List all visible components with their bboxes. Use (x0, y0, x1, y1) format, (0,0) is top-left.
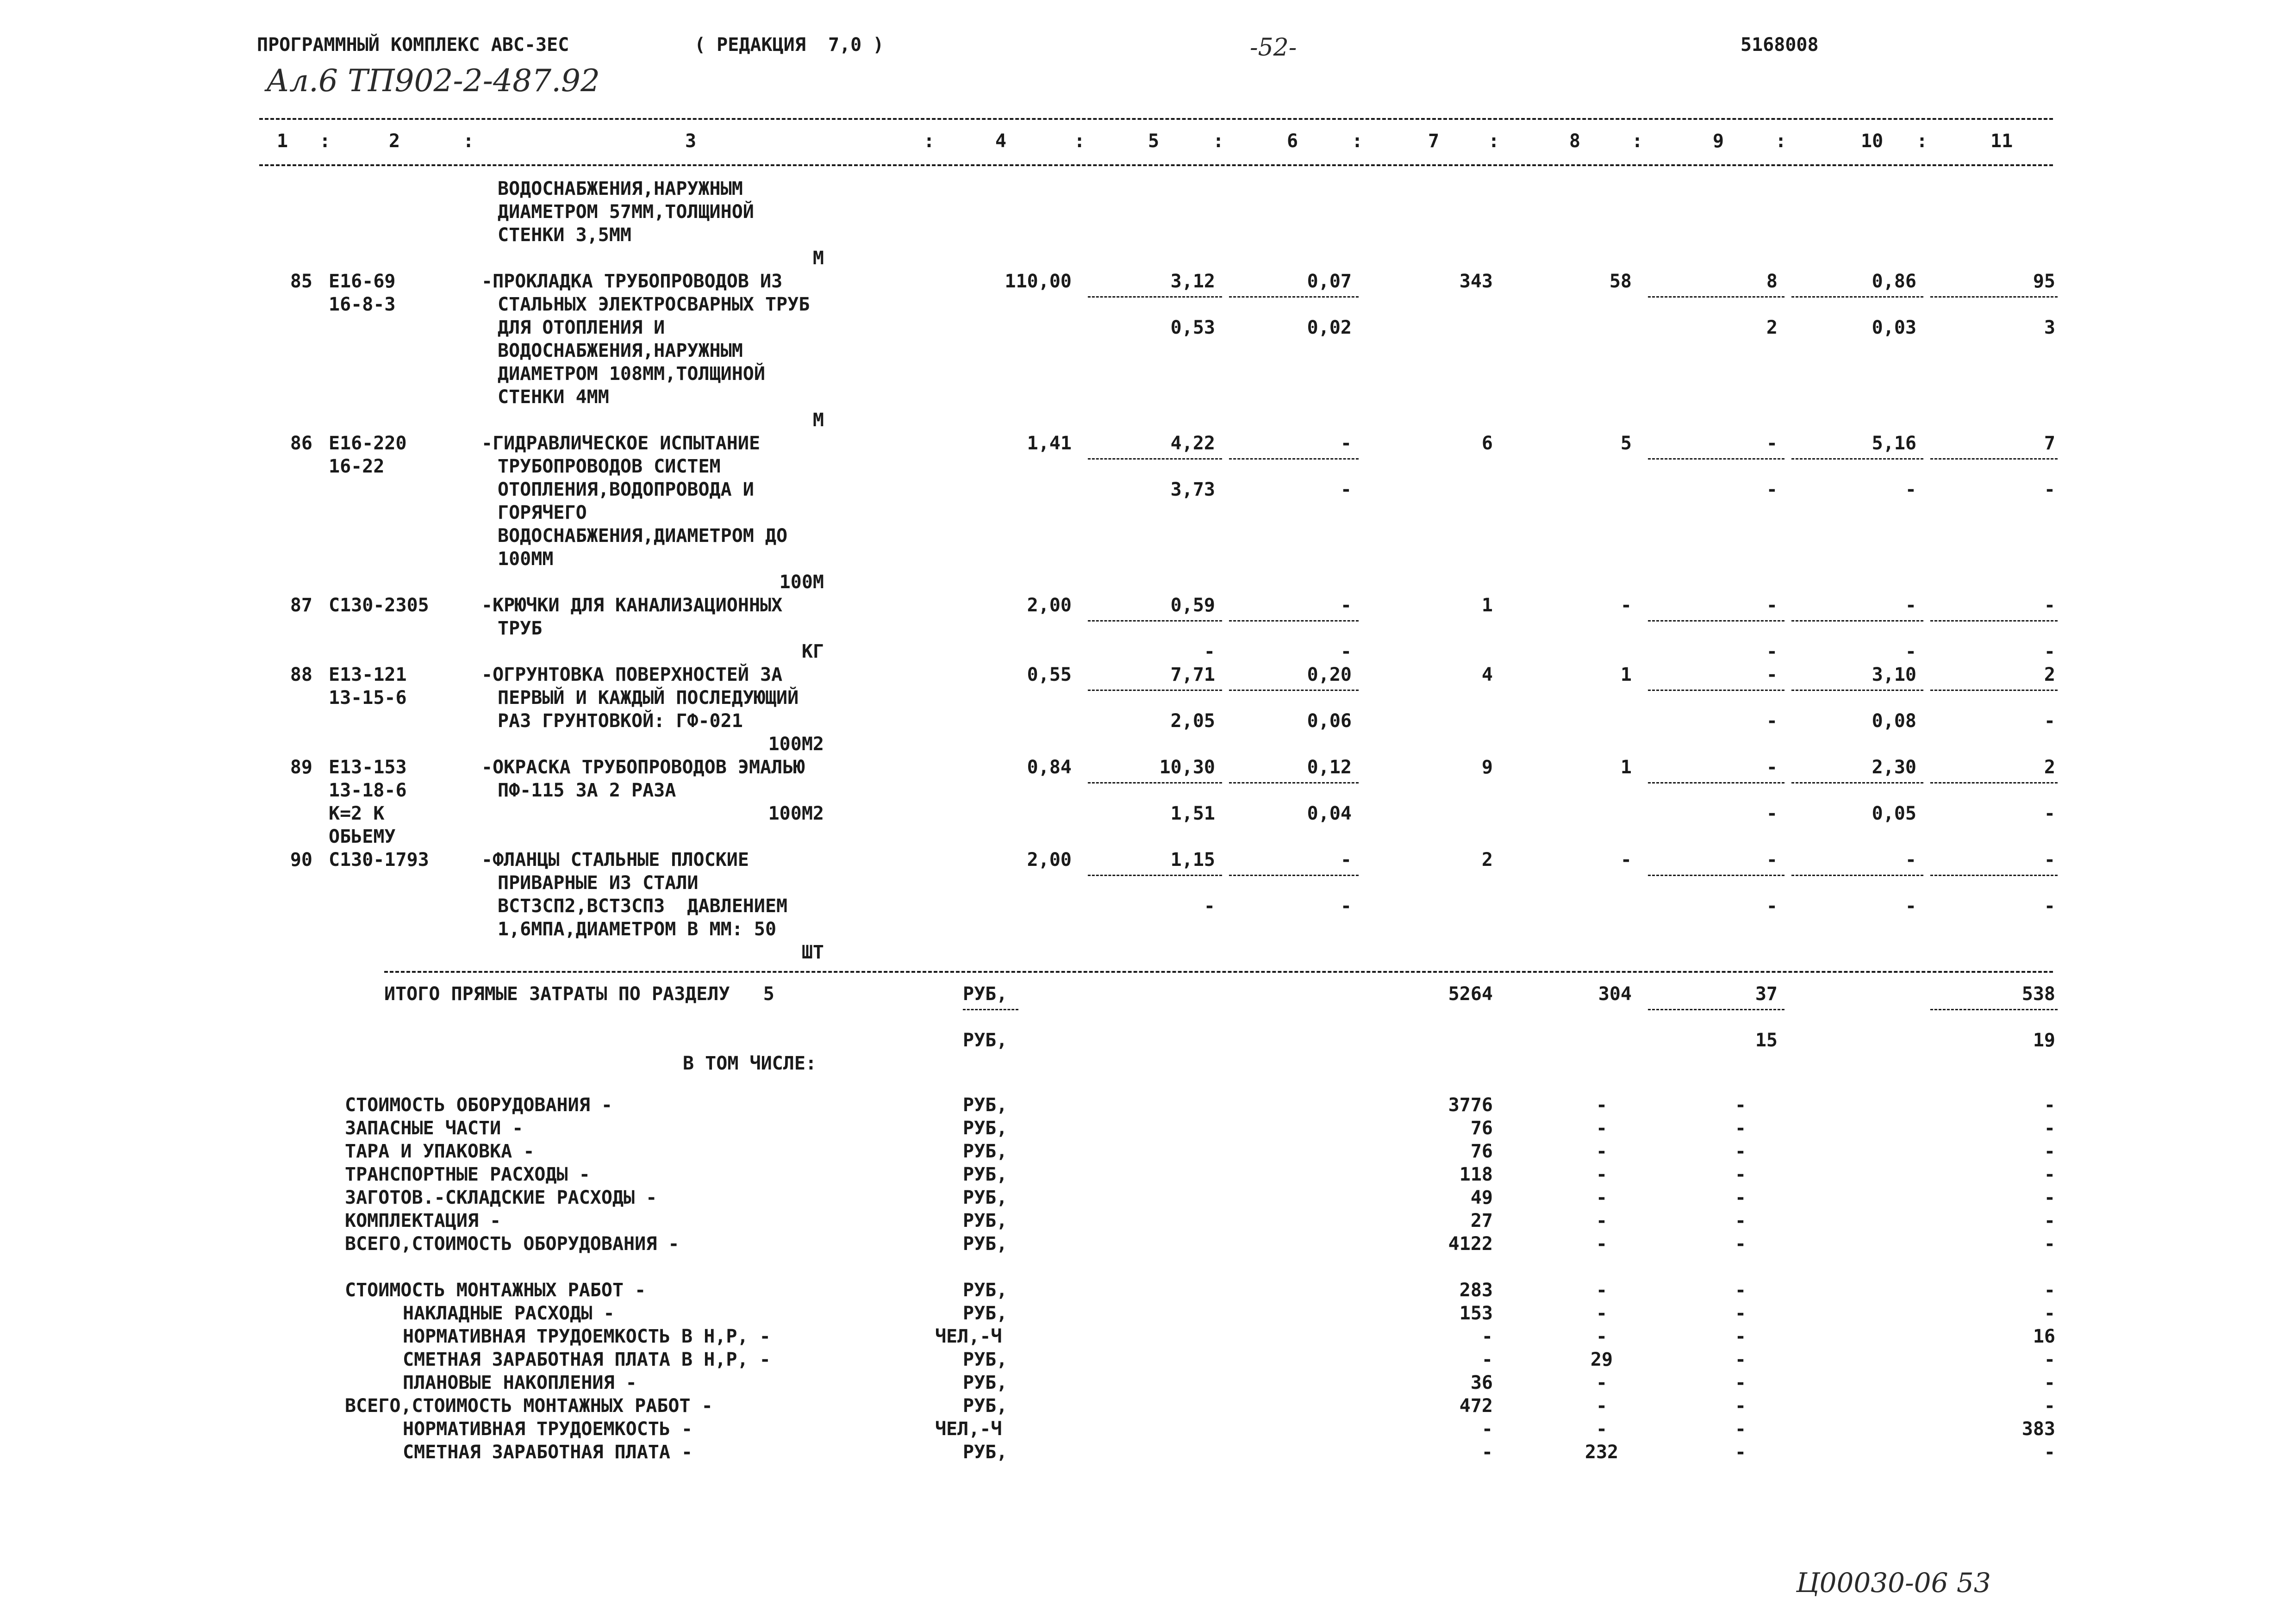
equipment-line-c9: - (1734, 1187, 1747, 1208)
page-number: -52- (1250, 34, 1297, 62)
quantity-value: 2,00 (1027, 595, 1072, 616)
handwritten-reference: Ал.6 ТП902-2-487.92 (266, 63, 600, 99)
equipment-line-label: КОМПЛЕКТАЦИЯ - (345, 1210, 501, 1231)
unit-cost-machine-salary: 0,02 (1307, 317, 1352, 338)
equipment-line-c11: - (2044, 1210, 2055, 1231)
cell-divider-rule (1088, 690, 1222, 691)
equipment-line-value: 118 (1459, 1164, 1493, 1185)
item-number: 86 (290, 433, 312, 454)
unit-cost-machine-salary: 0,06 (1307, 710, 1352, 732)
item-number: 89 (290, 757, 312, 778)
equipment-line-c8: - (1596, 1233, 1608, 1255)
machines-salary: - (1766, 895, 1778, 917)
equipment-line-unit: РУБ, (963, 1233, 1008, 1255)
item-code: Е16-220 (329, 433, 407, 454)
labor-unit: - (1905, 595, 1916, 616)
equipment-line-label: ЗАГОТОВ.-СКЛАДСКИЕ РАСХОДЫ - (345, 1187, 657, 1208)
labor-total: - (2044, 595, 2055, 616)
unit-cost-machines: 0,07 (1307, 271, 1352, 292)
cell-divider-rule (1648, 458, 1784, 460)
total-cost: 4 (1481, 664, 1493, 685)
unit-cost-salary: 3,73 (1170, 479, 1215, 500)
cell-divider-rule (1648, 782, 1784, 784)
cell-divider-rule (1229, 875, 1359, 876)
equipment-line-unit: РУБ, (963, 1094, 1008, 1116)
unit-cost-total: 10,30 (1159, 757, 1215, 778)
column-header-4: 4 (995, 131, 1007, 152)
labor-total-machines: - (2044, 895, 2055, 917)
cell-divider-rule (1791, 782, 1923, 784)
unit-cost-total: 4,22 (1170, 433, 1215, 454)
item-number: 88 (290, 664, 312, 685)
cell-divider-rule (1229, 782, 1359, 784)
cell-divider-rule (1791, 620, 1923, 622)
item-description-line: ВСТ3СП2,ВСТ3СП3 ДАВЛЕНИЕМ (498, 895, 788, 917)
unit-label: ШТ (801, 942, 824, 963)
machines-salary: - (1766, 710, 1778, 732)
quantity-value: 1,41 (1027, 433, 1072, 454)
equipment-line-unit: РУБ, (963, 1141, 1008, 1162)
equipment-line-label: ЗАПАСНЫЕ ЧАСТИ - (345, 1118, 524, 1139)
column-header-9: 9 (1713, 131, 1724, 152)
equipment-line-c9: - (1734, 1141, 1747, 1162)
item-description-line: ПРИВАРНЫЕ ИЗ СТАЛИ (498, 872, 699, 894)
labor-total: 95 (2033, 271, 2055, 292)
total-cost: 343 (1459, 271, 1493, 292)
installation-line-label: НОРМАТИВНАЯ ТРУДОЕМКОСТЬ В Н,Р, - (403, 1326, 771, 1347)
item-description-line: -ФЛАНЦЫ СТАЛЬНЫЕ ПЛОСКИЕ (481, 849, 749, 871)
unit-label: КГ (801, 641, 824, 662)
cell-divider-rule (1648, 620, 1784, 622)
installation-line-label: СМЕТНАЯ ЗАРАБОТНАЯ ПЛАТА - (403, 1442, 693, 1463)
equipment-line-value: 4122 (1448, 1233, 1493, 1255)
equipment-line-c11: - (2044, 1094, 2055, 1116)
unit-cost-total: 1,15 (1170, 849, 1215, 871)
item-code: С130-2305 (329, 595, 429, 616)
column-separator: : (1632, 131, 1643, 152)
equipment-line-c9: - (1734, 1233, 1747, 1255)
item-description-line: 1,6МПА,ДИАМЕТРОМ В ММ: 50 (498, 919, 777, 940)
labor-unit: 3,10 (1872, 664, 1916, 685)
labor-total: - (2044, 849, 2055, 871)
salary-cost: 58 (1609, 271, 1632, 292)
labor-total-machines: 3 (2044, 317, 2055, 338)
unit-cost-machine-salary: - (1340, 479, 1352, 500)
installation-line-c9: - (1734, 1349, 1747, 1370)
salary-cost: 1 (1620, 757, 1632, 778)
item-description-line: ТРУБ (498, 618, 543, 639)
equipment-line-label: ТАРА И УПАКОВКА - (345, 1141, 535, 1162)
cell-divider-rule (1930, 296, 2058, 298)
description-line: ДИАМЕТРОМ 57ММ,ТОЛЩИНОЙ (498, 201, 754, 223)
unit-cost-salary: - (1204, 641, 1215, 662)
installation-line-unit: РУБ, (963, 1442, 1008, 1463)
description-line: ВОДОСНАБЖЕНИЯ,НАРУЖНЫМ (498, 178, 743, 199)
header-rule-top (259, 118, 2053, 120)
cell-divider-rule (1088, 296, 1222, 298)
cell-divider-rule (1648, 875, 1784, 876)
total-cost: 9 (1481, 757, 1493, 778)
installation-line-unit: ЧЕЛ,-Ч (935, 1418, 1002, 1440)
machines-cost: - (1766, 757, 1778, 778)
labor-unit: 0,86 (1872, 271, 1916, 292)
installation-line-c8: 29 (1590, 1349, 1613, 1370)
machines-cost: - (1766, 595, 1778, 616)
unit-cost-machines: - (1340, 433, 1352, 454)
item-description-line: -ОКРАСКА ТРУБОПРОВОДОВ ЭМАЛЬЮ (481, 757, 805, 778)
labor-total-machines: - (2044, 803, 2055, 824)
summary-salary: 304 (1598, 983, 1632, 1005)
installation-line-label: ВСЕГО,СТОИМОСТЬ МОНТАЖНЫХ РАБОТ - (345, 1395, 713, 1417)
unit-cost-salary: 1,51 (1170, 803, 1215, 824)
column-header-1: 1 (277, 131, 288, 152)
salary-cost: 1 (1620, 664, 1632, 685)
cell-divider-rule (1088, 782, 1222, 784)
installation-line-c9: - (1734, 1326, 1747, 1347)
description-line: СТЕНКИ 3,5ММ (498, 224, 631, 246)
unit-cost-total: 0,59 (1170, 595, 1215, 616)
column-separator: : (1213, 131, 1224, 152)
item-code: Е16-69 (329, 271, 396, 292)
item-description-line: ПФ-115 ЗА 2 РАЗА (498, 780, 676, 801)
column-separator: : (1352, 131, 1363, 152)
item-code: ОБЬЕМУ (329, 826, 396, 847)
summary-machines: 37 (1755, 983, 1778, 1005)
column-header-10: 10 (1861, 131, 1884, 152)
installation-line-c11: - (2044, 1349, 2055, 1370)
item-description-line: ДЛЯ ОТОПЛЕНИЯ И (498, 317, 665, 338)
unit-cost-salary: 2,05 (1170, 710, 1215, 732)
installation-line-c11: - (2044, 1280, 2055, 1301)
labor-unit-machines: 0,08 (1872, 710, 1916, 732)
installation-line-unit: ЧЕЛ,-Ч (935, 1326, 1002, 1347)
column-header-2: 2 (389, 131, 400, 152)
unit-cost-machines: - (1340, 595, 1352, 616)
installation-line-label: НОРМАТИВНАЯ ТРУДОЕМКОСТЬ - (403, 1418, 693, 1440)
total-cost: 2 (1481, 849, 1493, 871)
edition-label: ( РЕДАКЦИЯ 7,0 ) (694, 34, 884, 56)
unit-label: М (812, 248, 824, 269)
column-separator: : (1916, 131, 1928, 152)
labor-total-machines: - (2044, 479, 2055, 500)
cell-divider-rule (1088, 458, 1222, 460)
cell-divider-rule (1229, 690, 1359, 691)
item-number: 87 (290, 595, 312, 616)
equipment-line-value: 76 (1470, 1141, 1493, 1162)
item-code: 16-8-3 (329, 294, 396, 315)
unit-cost-machines: 0,20 (1307, 664, 1352, 685)
machines-salary: - (1766, 641, 1778, 662)
equipment-line-label: СТОИМОСТЬ ОБОРУДОВАНИЯ - (345, 1094, 612, 1116)
equipment-line-unit: РУБ, (963, 1187, 1008, 1208)
equipment-line-c9: - (1734, 1164, 1747, 1185)
equipment-line-c8: - (1596, 1118, 1608, 1139)
cell-divider-rule (1930, 782, 2058, 784)
machines-cost: - (1766, 849, 1778, 871)
cell-divider-rule (1930, 458, 2058, 460)
item-description-line: ВОДОСНАБЖЕНИЯ,ДИАМЕТРОМ ДО (498, 525, 788, 547)
installation-line-value: - (1481, 1418, 1493, 1440)
equipment-line-c9: - (1734, 1210, 1747, 1231)
cell-divider-rule (1229, 620, 1359, 622)
installation-line-c9: - (1734, 1418, 1747, 1440)
labor-unit: 5,16 (1872, 433, 1916, 454)
item-code: Е13-121 (329, 664, 407, 685)
installation-line-label: СМЕТНАЯ ЗАРАБОТНАЯ ПЛАТА В Н,Р, - (403, 1349, 771, 1370)
installation-line-c8: - (1596, 1418, 1608, 1440)
item-description-line: ПЕРВЫЙ И КАЖДЫЙ ПОСЛЕДУЮЩИЙ (498, 687, 799, 709)
installation-line-label: НАКЛАДНЫЕ РАСХОДЫ - (403, 1303, 615, 1324)
cell-divider-rule (1088, 875, 1222, 876)
total-cost: 1 (1481, 595, 1493, 616)
item-description-line: СТАЛЬНЫХ ЭЛЕКТРОСВАРНЫХ ТРУБ (498, 294, 810, 315)
cell-divider-rule (1791, 875, 1923, 876)
equipment-line-c8: - (1596, 1210, 1608, 1231)
unit-cost-machines: - (1340, 849, 1352, 871)
unit-label: 100М2 (768, 803, 824, 824)
item-description-line: ОТОПЛЕНИЯ,ВОДОПРОВОДА И (498, 479, 754, 500)
item-code: К=2 К (329, 803, 385, 824)
installation-line-c11: - (2044, 1303, 2055, 1324)
unit-cost-total: 3,12 (1170, 271, 1215, 292)
installation-line-c8: - (1596, 1395, 1608, 1417)
installation-line-c11: - (2044, 1395, 2055, 1417)
total-cost: 6 (1481, 433, 1493, 454)
cell-divider-rule (1088, 620, 1222, 622)
installation-line-value: 472 (1459, 1395, 1493, 1417)
installation-line-c9: - (1734, 1442, 1747, 1463)
salary-cost: - (1620, 849, 1632, 871)
quantity-value: 0,55 (1027, 664, 1072, 685)
unit-cost-machine-salary: 0,04 (1307, 803, 1352, 824)
equipment-line-unit: РУБ, (963, 1164, 1008, 1185)
installation-line-value: - (1481, 1349, 1493, 1370)
equipment-line-value: 49 (1470, 1187, 1493, 1208)
column-header-3: 3 (685, 131, 697, 152)
cell-divider-rule (1791, 296, 1923, 298)
equipment-line-unit: РУБ, (963, 1210, 1008, 1231)
summary-machines-salary: 15 (1755, 1030, 1778, 1051)
cell-divider-rule (1229, 458, 1359, 460)
unit-cost-salary: 0,53 (1170, 317, 1215, 338)
installation-line-unit: РУБ, (963, 1395, 1008, 1417)
equipment-line-c9: - (1734, 1094, 1747, 1116)
column-separator: : (1775, 131, 1787, 152)
installation-line-value: 36 (1470, 1372, 1493, 1393)
equipment-line-c9: - (1734, 1118, 1747, 1139)
installation-line-value: - (1481, 1442, 1493, 1463)
installation-line-c8: 232 (1585, 1442, 1619, 1463)
item-code: 13-15-6 (329, 687, 407, 709)
item-code: Е13-153 (329, 757, 407, 778)
labor-unit-machines: 0,05 (1872, 803, 1916, 824)
labor-unit-machines: - (1905, 479, 1916, 500)
labor-total: 7 (2044, 433, 2055, 454)
equipment-line-c8: - (1596, 1094, 1608, 1116)
item-description-line: СТЕНКИ 4ММ (498, 386, 609, 408)
labor-unit: 2,30 (1872, 757, 1916, 778)
equipment-line-c11: - (2044, 1187, 2055, 1208)
column-header-8: 8 (1569, 131, 1581, 152)
installation-line-c8: - (1596, 1372, 1608, 1393)
quantity-value: 2,00 (1027, 849, 1072, 871)
unit-cost-machine-salary: - (1340, 895, 1352, 917)
installation-line-unit: РУБ, (963, 1280, 1008, 1301)
labor-total: 2 (2044, 664, 2055, 685)
column-separator: : (923, 131, 935, 152)
equipment-line-c8: - (1596, 1187, 1608, 1208)
cell-divider-rule (1930, 620, 2058, 622)
including-label: В ТОМ ЧИСЛЕ: (683, 1053, 817, 1074)
column-separator: : (463, 131, 474, 152)
machines-cost: - (1766, 664, 1778, 685)
machines-salary: - (1766, 479, 1778, 500)
labor-total-machines: - (2044, 641, 2055, 662)
installation-line-label: СТОИМОСТЬ МОНТАЖНЫХ РАБОТ - (345, 1280, 646, 1301)
installation-line-c8: - (1596, 1303, 1608, 1324)
summary-rule (384, 971, 2053, 973)
installation-line-c9: - (1734, 1303, 1747, 1324)
summary-unit: РУБ, (963, 1030, 1008, 1051)
item-description-line: ГОРЯЧЕГО (498, 502, 587, 523)
cell-divider-rule (1791, 690, 1923, 691)
summary-title: ИТОГО ПРЯМЫЕ ЗАТРАТЫ ПО РАЗДЕЛУ 5 (384, 983, 774, 1005)
column-header-6: 6 (1287, 131, 1298, 152)
installation-line-value: - (1481, 1326, 1493, 1347)
equipment-line-value: 3776 (1448, 1094, 1493, 1116)
machines-cost: - (1766, 433, 1778, 454)
machines-salary: - (1766, 803, 1778, 824)
column-separator: : (1488, 131, 1500, 152)
installation-line-c11: - (2044, 1372, 2055, 1393)
equipment-line-c11: - (2044, 1233, 2055, 1255)
machines-salary: 2 (1766, 317, 1778, 338)
item-code: 13-18-6 (329, 780, 407, 801)
cell-divider-rule (1930, 690, 2058, 691)
cell-divider-rule (1930, 1009, 2058, 1010)
installation-line-c11: - (2044, 1442, 2055, 1463)
installation-line-label: ПЛАНОВЫЕ НАКОПЛЕНИЯ - (403, 1372, 637, 1393)
machines-cost: 8 (1766, 271, 1778, 292)
equipment-line-unit: РУБ, (963, 1118, 1008, 1139)
cell-divider-rule (1648, 690, 1784, 691)
installation-line-c8: - (1596, 1280, 1608, 1301)
installation-line-value: 283 (1459, 1280, 1493, 1301)
salary-cost: 5 (1620, 433, 1632, 454)
equipment-line-c8: - (1596, 1164, 1608, 1185)
item-description-line: 100ММ (498, 548, 554, 570)
quantity-value: 0,84 (1027, 757, 1072, 778)
column-header-7: 7 (1428, 131, 1440, 152)
unit-cost-total: 7,71 (1170, 664, 1215, 685)
installation-line-c11: 383 (2021, 1418, 2055, 1440)
unit-cost-salary: - (1204, 895, 1215, 917)
labor-unit-machines: - (1905, 895, 1916, 917)
installation-line-unit: РУБ, (963, 1303, 1008, 1324)
labor-unit-machines: 0,03 (1872, 317, 1916, 338)
quantity-value: 110,00 (1004, 271, 1072, 292)
equipment-line-c11: - (2044, 1164, 2055, 1185)
labor-total: 2 (2044, 757, 2055, 778)
item-description-line: ДИАМЕТРОМ 108ММ,ТОЛЩИНОЙ (498, 363, 765, 385)
equipment-line-c11: - (2044, 1118, 2055, 1139)
unit-label: 100М2 (768, 734, 824, 755)
item-description-line: -ОГРУНТОВКА ПОВЕРХНОСТЕЙ ЗА (481, 664, 783, 685)
equipment-line-value: 76 (1470, 1118, 1493, 1139)
installation-line-c11: 16 (2033, 1326, 2055, 1347)
equipment-line-value: 27 (1470, 1210, 1493, 1231)
unit-cost-machine-salary: - (1340, 641, 1352, 662)
column-separator: : (319, 131, 331, 152)
footer-stamp: Ц00030-06 53 (1796, 1567, 1991, 1598)
item-description-line: РАЗ ГРУНТОВКОЙ: ГФ-021 (498, 710, 743, 732)
cell-divider-rule (1229, 296, 1359, 298)
cell-divider-rule (1648, 296, 1784, 298)
item-code: 16-22 (329, 456, 385, 477)
equipment-line-c8: - (1596, 1141, 1608, 1162)
labor-unit: - (1905, 849, 1916, 871)
document-code: 5168008 (1741, 34, 1819, 56)
summary-labor: 538 (2021, 983, 2055, 1005)
header-rule-bottom (259, 164, 2053, 166)
labor-unit-machines: - (1905, 641, 1916, 662)
equipment-line-label: ТРАНСПОРТНЫЕ РАСХОДЫ - (345, 1164, 590, 1185)
item-description-line: -ПРОКЛАДКА ТРУБОПРОВОДОВ ИЗ (481, 271, 783, 292)
installation-line-unit: РУБ, (963, 1349, 1008, 1370)
installation-line-unit: РУБ, (963, 1372, 1008, 1393)
program-title: ПРОГРАММНЫЙ КОМПЛЕКС АВС-ЗЕС (257, 34, 569, 56)
item-code: С130-1793 (329, 849, 429, 871)
installation-line-value: 153 (1459, 1303, 1493, 1324)
installation-line-c9: - (1734, 1280, 1747, 1301)
column-header-5: 5 (1148, 131, 1160, 152)
installation-line-c9: - (1734, 1395, 1747, 1417)
summary-unit: РУБ, (963, 983, 1008, 1005)
item-number: 90 (290, 849, 312, 871)
cell-divider-rule (1648, 1009, 1784, 1010)
installation-line-c8: - (1596, 1326, 1608, 1347)
cell-divider-rule (963, 1009, 1018, 1010)
item-description-line: ТРУБОПРОВОДОВ СИСТЕМ (498, 456, 721, 477)
column-separator: : (1074, 131, 1086, 152)
item-description-line: ВОДОСНАБЖЕНИЯ,НАРУЖНЫМ (498, 340, 743, 361)
installation-line-c9: - (1734, 1372, 1747, 1393)
unit-label: 100М (779, 572, 824, 593)
unit-cost-machines: 0,12 (1307, 757, 1352, 778)
item-description-line: -КРЮЧКИ ДЛЯ КАНАЛИЗАЦИОННЫХ (481, 595, 783, 616)
cell-divider-rule (1930, 875, 2058, 876)
column-header-11: 11 (1990, 131, 2013, 152)
equipment-line-c11: - (2044, 1141, 2055, 1162)
unit-label: М (812, 410, 824, 431)
labor-total-machines: - (2044, 710, 2055, 732)
cell-divider-rule (1791, 458, 1923, 460)
item-description-line: -ГИДРАВЛИЧЕСКОЕ ИСПЫТАНИЕ (481, 433, 761, 454)
salary-cost: - (1620, 595, 1632, 616)
summary-labor-machines: 19 (2033, 1030, 2055, 1051)
equipment-line-label: ВСЕГО,СТОИМОСТЬ ОБОРУДОВАНИЯ - (345, 1233, 680, 1255)
item-number: 85 (290, 271, 312, 292)
summary-total: 5264 (1448, 983, 1493, 1005)
